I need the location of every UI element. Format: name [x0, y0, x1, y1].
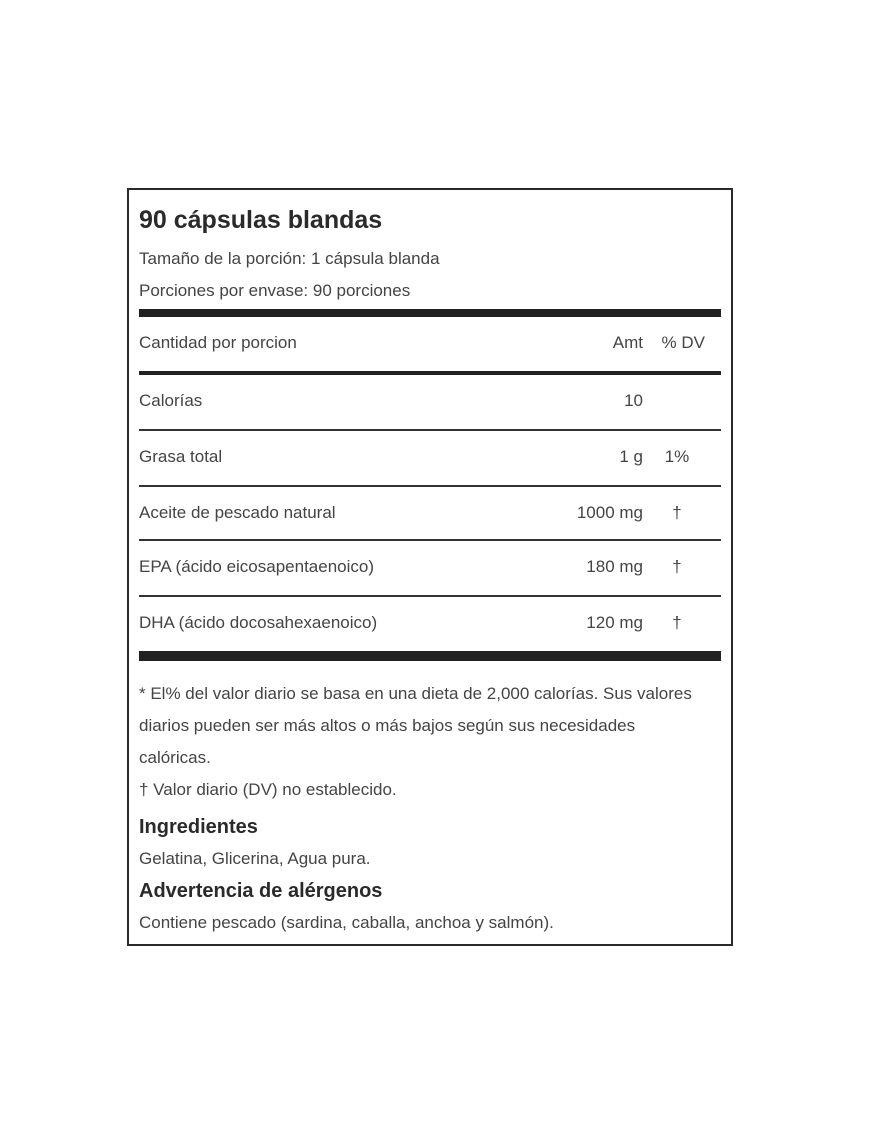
footnote-dagger: † Valor diario (DV) no establecido.	[139, 780, 397, 799]
row-dv: †	[672, 613, 682, 632]
row-dv: 1%	[664, 447, 690, 466]
row-name: DHA (ácido docosahexaenoico)	[139, 613, 378, 632]
top-thick-divider	[139, 309, 721, 317]
row-dv: †	[672, 503, 682, 522]
header-divider	[139, 371, 721, 375]
product-title: 90 cápsulas blandas	[139, 206, 383, 234]
allergens-text: Contiene pescado (sardina, caballa, anchoa y salmón).	[139, 913, 554, 932]
header-amount-per-serving: Cantidad por porcion	[139, 333, 297, 352]
ingredients-title: Ingredientes	[139, 816, 258, 838]
row-amount: 10	[624, 391, 643, 410]
header-dv: % DV	[661, 333, 705, 352]
row-divider	[139, 429, 721, 431]
serving-size: Tamaño de la porción: 1 cápsula blanda	[139, 249, 440, 268]
ingredients-text: Gelatina, Glicerina, Agua pura.	[139, 849, 371, 868]
allergens-title: Advertencia de alérgenos	[139, 880, 383, 902]
row-divider	[139, 485, 721, 487]
header-amt: Amt	[612, 333, 643, 352]
row-name: Grasa total	[139, 447, 223, 466]
row-amount: 1 g	[619, 447, 643, 466]
row-dv: †	[672, 557, 682, 576]
servings-per-container: Porciones por envase: 90 porciones	[139, 281, 411, 300]
row-name: Aceite de pescado natural	[139, 503, 336, 522]
row-name: EPA (ácido eicosapentaenoico)	[139, 557, 375, 576]
row-divider	[139, 539, 721, 541]
row-name: Calorías	[139, 391, 203, 410]
supplement-facts-label	[127, 188, 733, 946]
row-amount: 1000 mg	[576, 503, 643, 522]
footnote-daily-value: * El% del valor diario se basa en una dieta de 2,000 calorías. Sus valores diarios pueden ser más altos o más bajos según sus necesidades calóricas.	[139, 684, 692, 767]
bottom-thick-divider	[139, 651, 721, 661]
footnotes	[139, 678, 699, 806]
row-amount: 180 mg	[586, 557, 643, 576]
row-divider	[139, 595, 721, 597]
row-amount: 120 mg	[586, 613, 643, 632]
